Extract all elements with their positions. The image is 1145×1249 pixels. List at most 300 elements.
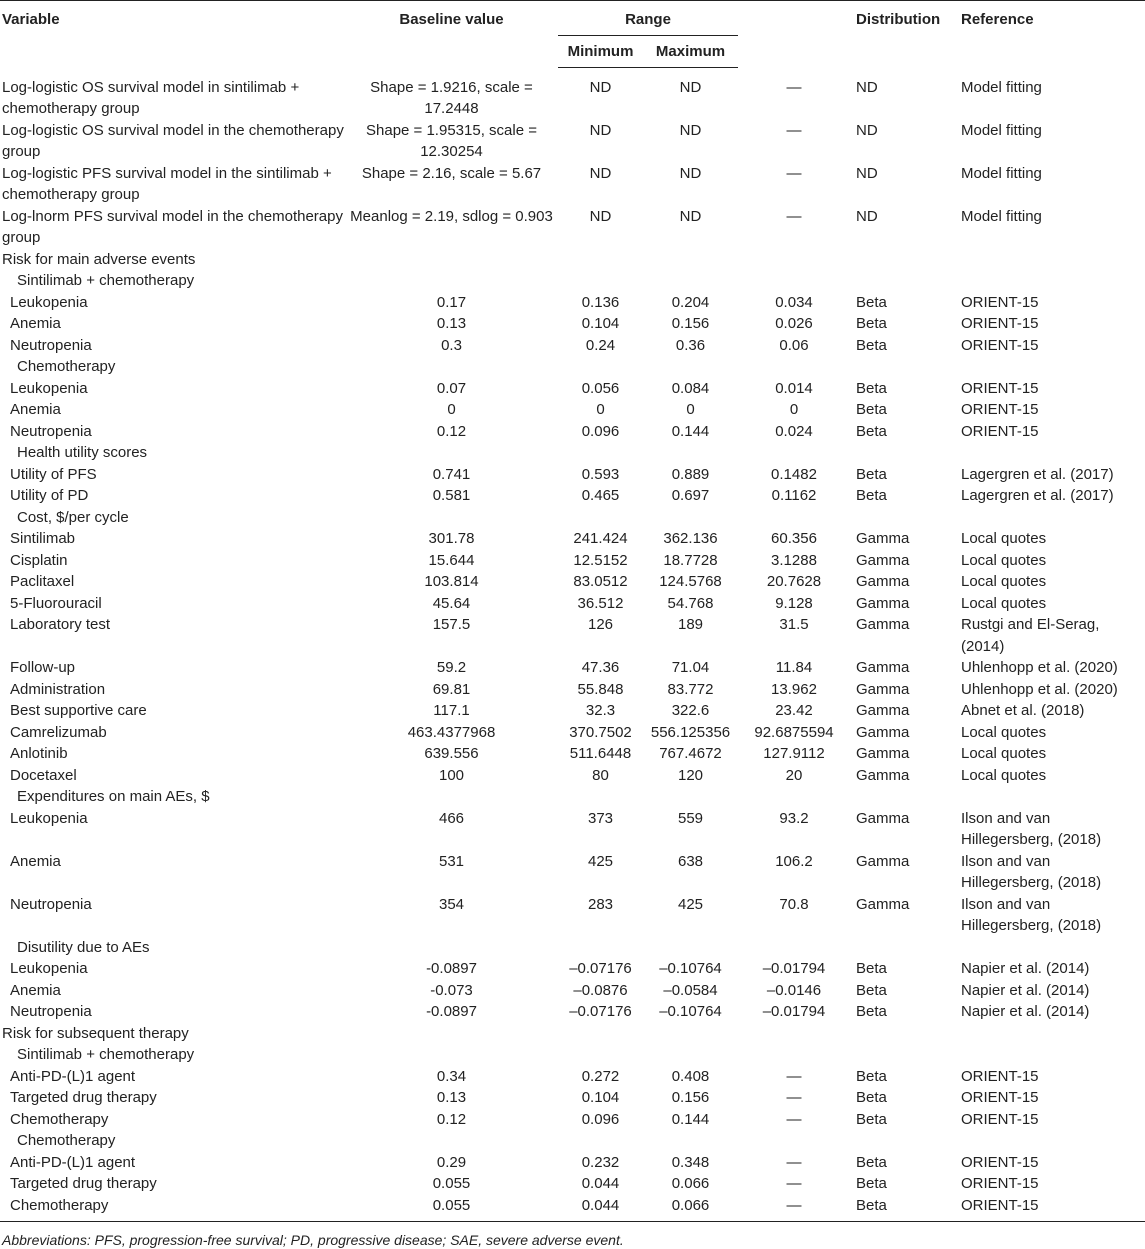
cell-minimum: 0.044 bbox=[558, 1195, 643, 1222]
cell-baseline-value: 0 bbox=[447, 401, 456, 418]
table-row bbox=[0, 68, 1145, 120]
cell-reference bbox=[955, 507, 1145, 529]
cell-se: 3.1288 bbox=[771, 551, 817, 569]
cell-variable: Chemotherapy bbox=[17, 358, 116, 375]
cell-reference bbox=[955, 442, 1145, 464]
cell-variable: Targeted drug therapy bbox=[10, 1175, 157, 1192]
cell-variable: Leukopenia bbox=[10, 809, 88, 827]
cell-distribution: Beta bbox=[856, 960, 887, 977]
cell-distribution: Gamma bbox=[856, 573, 910, 590]
table-row bbox=[0, 1066, 1145, 1088]
cell-variable: Neutropenia bbox=[10, 336, 92, 354]
cell-reference: Ilson and van Hillegersberg, (2018) bbox=[961, 809, 1102, 848]
cell-reference: Lagergren et al. (2017) bbox=[961, 487, 1114, 504]
cell-reference: Napier et al. (2014) bbox=[961, 981, 1090, 999]
cell-minimum: ND bbox=[589, 164, 612, 182]
cell-distribution bbox=[850, 1044, 955, 1066]
cell-variable: Leukopenia bbox=[10, 960, 88, 977]
cell-reference: ORIENT-15 bbox=[961, 336, 1039, 354]
cell-se: 106.2 bbox=[775, 852, 813, 870]
cell-baseline-value: 0.17 bbox=[436, 293, 467, 311]
table-row bbox=[0, 378, 1145, 400]
cell-se: 0.014 bbox=[775, 379, 813, 397]
cell-se: 60.356 bbox=[771, 530, 817, 547]
cell-se bbox=[738, 442, 850, 464]
cell-minimum: 373 bbox=[587, 809, 614, 827]
cell-se bbox=[738, 356, 850, 378]
cell-se: — bbox=[786, 164, 802, 182]
cell-variable: Expenditures on main AEs, $ bbox=[17, 788, 210, 805]
cell-minimum: ND bbox=[589, 121, 612, 139]
table-row bbox=[0, 851, 1145, 894]
cell-maximum: 0.144 bbox=[671, 1110, 710, 1128]
cell-se: 0.1482 bbox=[771, 465, 817, 483]
cell-minimum: 241.424 bbox=[573, 530, 628, 547]
cell-se: 20 bbox=[785, 766, 803, 784]
cell-distribution: Beta bbox=[856, 1175, 887, 1192]
cell-reference bbox=[955, 786, 1145, 808]
cell-se: 9.128 bbox=[775, 594, 813, 612]
cell-distribution: Beta bbox=[856, 315, 887, 332]
cell-baseline-value: 354 bbox=[438, 895, 465, 913]
cell-distribution: Gamma bbox=[856, 895, 910, 913]
cell-distribution: Beta bbox=[856, 1153, 887, 1171]
cell-variable: Utility of PD bbox=[10, 487, 89, 504]
cell-distribution: Beta bbox=[856, 336, 887, 354]
cell-minimum: 126 bbox=[587, 616, 614, 633]
cell-baseline-value: 100 bbox=[438, 766, 465, 784]
cell-minimum: 0.593 bbox=[581, 465, 620, 483]
cell-maximum: 0.697 bbox=[671, 487, 710, 504]
cell-distribution: Gamma bbox=[856, 723, 910, 741]
cell-variable: Anemia bbox=[10, 401, 61, 418]
cell-maximum: 0.066 bbox=[643, 1195, 738, 1222]
cell-minimum: ND bbox=[589, 79, 612, 96]
cell-distribution: Beta bbox=[850, 1195, 955, 1222]
cell-variable: Risk for main adverse events bbox=[2, 250, 196, 268]
cell-distribution: Beta bbox=[856, 981, 887, 999]
cell-variable: Laboratory test bbox=[10, 616, 111, 633]
cell-maximum: 0.084 bbox=[671, 379, 710, 397]
cell-baseline-value: 0.055 bbox=[432, 1175, 471, 1192]
cell-reference bbox=[955, 356, 1145, 378]
cell-maximum: 0.144 bbox=[671, 422, 710, 440]
cell-maximum: –0.10764 bbox=[659, 1003, 722, 1020]
cell-se: 31.5 bbox=[779, 616, 809, 633]
cell-baseline-value: -0.0897 bbox=[426, 1003, 477, 1020]
cell-minimum bbox=[558, 1044, 643, 1066]
cell-distribution: Beta bbox=[856, 465, 887, 483]
table-row bbox=[0, 120, 1145, 163]
cell-reference bbox=[955, 1044, 1145, 1066]
cell-maximum: 120 bbox=[677, 766, 704, 784]
cell-reference: ORIENT-15 bbox=[961, 1153, 1039, 1171]
cell-reference: ORIENT-15 bbox=[961, 1067, 1039, 1085]
cell-variable: Utility of PFS bbox=[10, 465, 97, 483]
cell-maximum bbox=[643, 1023, 738, 1045]
cell-reference: ORIENT-15 bbox=[961, 422, 1039, 440]
cell-distribution bbox=[850, 249, 955, 271]
cell-se: — bbox=[786, 1067, 802, 1085]
table-row bbox=[0, 657, 1145, 679]
cell-reference bbox=[955, 270, 1145, 292]
cell-minimum: 283 bbox=[587, 895, 614, 913]
cell-variable: Anlotinib bbox=[10, 745, 68, 762]
cell-baseline-value: 0.3 bbox=[441, 336, 462, 354]
table-row bbox=[0, 679, 1145, 701]
cell-minimum bbox=[558, 1130, 643, 1152]
table-row bbox=[0, 1044, 1145, 1066]
cell-minimum: 80 bbox=[592, 766, 609, 784]
cell-se: –0.0146 bbox=[766, 981, 822, 999]
cell-variable: Chemotherapy bbox=[0, 1195, 345, 1222]
cell-variable: Anemia bbox=[10, 315, 61, 332]
cell-se: 0.1162 bbox=[771, 487, 817, 504]
cell-se: — bbox=[786, 1089, 802, 1106]
cell-maximum bbox=[643, 937, 738, 959]
cell-distribution: ND bbox=[856, 164, 878, 182]
cell-maximum bbox=[643, 249, 738, 271]
cell-distribution: Beta bbox=[856, 1089, 887, 1106]
cell-reference: Abnet et al. (2018) bbox=[961, 702, 1085, 719]
cell-distribution: Beta bbox=[856, 379, 887, 397]
table-row bbox=[0, 1109, 1145, 1131]
cell-reference: Lagergren et al. (2017) bbox=[961, 465, 1114, 483]
cell-se bbox=[738, 507, 850, 529]
cell-distribution bbox=[850, 786, 955, 808]
header-baseline-value: Baseline value bbox=[345, 1, 558, 68]
table-row bbox=[0, 958, 1145, 980]
table-row bbox=[0, 786, 1145, 808]
table-row bbox=[0, 808, 1145, 851]
header-minimum: Minimum bbox=[558, 36, 643, 68]
cell-minimum bbox=[558, 270, 643, 292]
cell-variable: Best supportive care bbox=[10, 702, 147, 719]
cell-se: — bbox=[786, 1110, 802, 1128]
cell-distribution: ND bbox=[856, 121, 878, 139]
cell-se: 0.034 bbox=[775, 293, 813, 311]
cell-se: 13.962 bbox=[771, 680, 817, 698]
cell-reference: ORIENT-15 bbox=[961, 1089, 1039, 1106]
cell-minimum: –0.0876 bbox=[573, 981, 628, 999]
cell-variable: Anemia bbox=[10, 852, 61, 870]
table-row bbox=[0, 1087, 1145, 1109]
cell-maximum bbox=[643, 356, 738, 378]
cell-reference: ORIENT-15 bbox=[961, 293, 1039, 311]
cell-maximum bbox=[643, 507, 738, 529]
cell-minimum: 0.104 bbox=[581, 1089, 620, 1106]
cell-minimum: 0.136 bbox=[581, 293, 620, 311]
cell-baseline-value: 0.12 bbox=[436, 1110, 467, 1128]
table-header bbox=[0, 1, 1145, 68]
cell-reference: Napier et al. (2014) bbox=[961, 960, 1090, 977]
cell-baseline-value: 0.055 bbox=[345, 1195, 558, 1222]
cell-reference: Ilson and van Hillegersberg, (2018) bbox=[961, 852, 1102, 891]
cell-distribution: Gamma bbox=[856, 551, 910, 569]
cell-se bbox=[738, 1130, 850, 1152]
cell-maximum bbox=[643, 1044, 738, 1066]
cell-se: 11.84 bbox=[775, 659, 813, 676]
cell-baseline-value: 301.78 bbox=[428, 530, 475, 547]
cell-reference: ORIENT-15 bbox=[961, 315, 1039, 332]
cell-maximum: 767.4672 bbox=[659, 745, 722, 762]
cell-minimum: 47.36 bbox=[581, 659, 620, 676]
table-row bbox=[0, 722, 1145, 744]
header-reference: Reference bbox=[955, 1, 1145, 68]
cell-baseline-value bbox=[345, 442, 558, 464]
cell-se: 20.7628 bbox=[766, 573, 822, 590]
cell-maximum: –0.0584 bbox=[663, 981, 718, 999]
cell-baseline-value: 466 bbox=[438, 809, 465, 827]
cell-maximum: 0 bbox=[686, 401, 695, 418]
table-row bbox=[0, 249, 1145, 271]
cell-se: — bbox=[738, 1195, 850, 1222]
table-row bbox=[0, 1173, 1145, 1195]
cell-maximum: 71.04 bbox=[671, 659, 710, 676]
cell-minimum bbox=[558, 356, 643, 378]
cell-maximum: ND bbox=[679, 207, 702, 225]
cell-minimum: 0.056 bbox=[581, 379, 620, 397]
cell-reference: ORIENT-15 bbox=[961, 1110, 1039, 1128]
cell-se: — bbox=[786, 207, 802, 225]
cell-variable: Targeted drug therapy bbox=[10, 1089, 157, 1106]
cell-distribution: Beta bbox=[856, 401, 887, 418]
cell-se: 0 bbox=[789, 401, 799, 418]
cell-minimum: 511.6448 bbox=[569, 745, 632, 762]
cell-baseline-value: 157.5 bbox=[432, 616, 471, 633]
cell-variable: Sintilimab + chemotherapy bbox=[17, 272, 195, 289]
cell-baseline-value: 639.556 bbox=[424, 745, 479, 762]
cell-maximum bbox=[643, 1130, 738, 1152]
cell-se: 70.8 bbox=[779, 895, 809, 913]
cell-variable: Chemotherapy bbox=[17, 1132, 116, 1149]
cell-variable: Log-logistic OS survival model in the chemotherapy group bbox=[2, 121, 344, 160]
cell-minimum: 0.096 bbox=[581, 422, 620, 440]
cell-variable: Anti-PD-(L)1 agent bbox=[10, 1153, 136, 1171]
cell-minimum bbox=[558, 1023, 643, 1045]
cell-baseline-value: 531 bbox=[438, 852, 465, 870]
header-range: Range bbox=[558, 1, 738, 36]
cell-distribution: Gamma bbox=[856, 809, 910, 827]
cell-variable: Risk for subsequent therapy bbox=[2, 1024, 189, 1042]
cell-variable: Neutropenia bbox=[10, 895, 92, 913]
cell-se bbox=[738, 786, 850, 808]
cell-reference: Local quotes bbox=[961, 530, 1047, 547]
cell-variable: Log-logistic PFS survival model in the sintilimab + chemotherapy group bbox=[2, 164, 332, 203]
cell-variable: Cisplatin bbox=[10, 551, 68, 569]
table-row bbox=[0, 399, 1145, 421]
cell-baseline-value: 0.581 bbox=[432, 487, 471, 504]
cell-distribution: Gamma bbox=[856, 702, 910, 719]
cell-maximum: ND bbox=[679, 121, 702, 139]
cell-distribution: Gamma bbox=[856, 530, 910, 547]
cell-baseline-value: 103.814 bbox=[424, 573, 479, 590]
cell-variable: Chemotherapy bbox=[10, 1110, 109, 1128]
table-row bbox=[0, 1023, 1145, 1045]
cell-baseline-value bbox=[345, 786, 558, 808]
cell-baseline-value: -0.073 bbox=[430, 981, 473, 999]
cell-minimum: –0.07176 bbox=[569, 960, 632, 977]
cell-reference: Model fitting bbox=[961, 164, 1042, 182]
cell-maximum: ND bbox=[679, 79, 702, 96]
cell-minimum: –0.07176 bbox=[569, 1003, 632, 1020]
cell-reference: Local quotes bbox=[961, 745, 1047, 762]
cell-minimum: 0.24 bbox=[585, 336, 616, 354]
cell-distribution: Beta bbox=[856, 422, 887, 440]
cell-variable: Docetaxel bbox=[10, 766, 77, 784]
table-row bbox=[0, 1152, 1145, 1174]
cell-baseline-value: 15.644 bbox=[428, 551, 475, 569]
table-row bbox=[0, 421, 1145, 443]
cell-baseline-value: 45.64 bbox=[432, 594, 471, 612]
table-row bbox=[0, 765, 1145, 787]
cell-minimum: 32.3 bbox=[585, 702, 616, 719]
cell-reference: Local quotes bbox=[961, 573, 1047, 590]
cell-baseline-value bbox=[345, 356, 558, 378]
cell-maximum bbox=[643, 786, 738, 808]
cell-baseline-value bbox=[345, 1130, 558, 1152]
table-row bbox=[0, 206, 1145, 249]
cell-variable: Log-logistic OS survival model in sintilimab + chemotherapy group bbox=[2, 78, 300, 117]
cell-baseline-value: 59.2 bbox=[436, 659, 467, 676]
cell-reference: ORIENT-15 bbox=[961, 1175, 1039, 1192]
cell-reference: Local quotes bbox=[961, 723, 1047, 741]
cell-distribution: Gamma bbox=[856, 852, 910, 870]
cell-reference: Napier et al. (2014) bbox=[961, 1003, 1090, 1020]
cell-baseline-value: Shape = 1.9216, scale = 17.2448 bbox=[370, 78, 533, 117]
cell-se: 92.6875594 bbox=[754, 723, 834, 741]
table-row bbox=[0, 313, 1145, 335]
cell-baseline-value: -0.0897 bbox=[426, 960, 477, 977]
cell-minimum: 0.465 bbox=[581, 487, 620, 504]
cell-distribution: Beta bbox=[856, 1003, 887, 1020]
cell-maximum bbox=[643, 442, 738, 464]
cell-maximum: 425 bbox=[677, 895, 704, 913]
cell-se bbox=[738, 270, 850, 292]
cell-se bbox=[738, 1044, 850, 1066]
table-row bbox=[0, 894, 1145, 937]
cell-se: 0.06 bbox=[779, 336, 809, 354]
cell-distribution bbox=[850, 270, 955, 292]
cell-reference: ORIENT-15 bbox=[961, 379, 1039, 397]
cell-maximum: 0.36 bbox=[675, 336, 706, 354]
table-row bbox=[0, 937, 1145, 959]
cell-distribution bbox=[850, 356, 955, 378]
cell-minimum: 370.7502 bbox=[569, 723, 632, 741]
cell-minimum bbox=[558, 507, 643, 529]
cell-maximum: 638 bbox=[677, 852, 704, 870]
cell-distribution: ND bbox=[856, 207, 878, 225]
cell-se bbox=[738, 937, 850, 959]
cell-baseline-value: Shape = 2.16, scale = 5.67 bbox=[361, 164, 542, 182]
cell-distribution: Beta bbox=[856, 293, 887, 311]
cell-variable: Anti-PD-(L)1 agent bbox=[10, 1067, 136, 1085]
table-row bbox=[0, 464, 1145, 486]
cell-baseline-value: 0.07 bbox=[436, 379, 467, 397]
cell-distribution bbox=[850, 1130, 955, 1152]
table-row bbox=[0, 163, 1145, 206]
cell-baseline-value bbox=[345, 507, 558, 529]
table-row bbox=[0, 1195, 1145, 1222]
table-row bbox=[0, 507, 1145, 529]
cell-baseline-value bbox=[345, 1023, 558, 1045]
cell-maximum: 0.408 bbox=[671, 1067, 710, 1085]
cell-baseline-value bbox=[345, 937, 558, 959]
cell-minimum: 0.272 bbox=[581, 1067, 620, 1085]
cell-maximum: ND bbox=[679, 164, 702, 182]
cell-se: 0.024 bbox=[775, 422, 813, 440]
cell-maximum: 0.204 bbox=[671, 293, 710, 311]
cell-minimum: 0.232 bbox=[581, 1153, 620, 1171]
cell-baseline-value: 69.81 bbox=[432, 680, 471, 698]
cell-variable: Anemia bbox=[10, 981, 61, 999]
cell-reference: Model fitting bbox=[961, 207, 1042, 225]
cell-minimum: 0 bbox=[596, 401, 605, 418]
cell-reference: Local quotes bbox=[961, 766, 1047, 784]
cell-distribution: Gamma bbox=[856, 745, 910, 762]
cell-reference: Model fitting bbox=[961, 121, 1042, 139]
cell-baseline-value: 0.34 bbox=[436, 1067, 467, 1085]
header-maximum: Maximum bbox=[643, 36, 738, 68]
cell-reference: Local quotes bbox=[961, 551, 1047, 569]
cell-se: — bbox=[786, 1153, 802, 1171]
cell-baseline-value bbox=[345, 270, 558, 292]
cell-reference bbox=[955, 249, 1145, 271]
cell-variable: Leukopenia bbox=[10, 293, 88, 311]
cell-reference bbox=[955, 1130, 1145, 1152]
cell-variable: Log-lnorm PFS survival model in the chemotherapy group bbox=[2, 207, 343, 246]
cell-distribution: Beta bbox=[856, 487, 887, 504]
cell-distribution bbox=[850, 1023, 955, 1045]
cell-reference: Uhlenhopp et al. (2020) bbox=[961, 659, 1118, 676]
cell-minimum: 0.044 bbox=[581, 1175, 620, 1192]
cell-reference bbox=[955, 937, 1145, 959]
cell-minimum: ND bbox=[589, 207, 612, 225]
cell-maximum: 54.768 bbox=[667, 594, 714, 612]
cell-se: –0.01794 bbox=[762, 960, 826, 977]
cell-variable: 5-Fluorouracil bbox=[10, 594, 102, 612]
table-row bbox=[0, 550, 1145, 572]
cell-reference: Ilson and van Hillegersberg, (2018) bbox=[961, 895, 1102, 934]
cell-variable: Leukopenia bbox=[10, 379, 88, 397]
cell-maximum: 124.5768 bbox=[659, 573, 722, 590]
cell-minimum bbox=[558, 442, 643, 464]
cell-variable: Sintilimab + chemotherapy bbox=[17, 1046, 195, 1063]
cell-distribution: Beta bbox=[856, 1110, 887, 1128]
cell-reference: Uhlenhopp et al. (2020) bbox=[961, 680, 1118, 698]
cell-maximum bbox=[643, 270, 738, 292]
table-row bbox=[0, 335, 1145, 357]
cell-distribution bbox=[850, 507, 955, 529]
cell-baseline-value: 0.741 bbox=[432, 465, 471, 483]
cell-minimum bbox=[558, 937, 643, 959]
cell-distribution bbox=[850, 937, 955, 959]
cell-baseline-value: 0.29 bbox=[436, 1153, 467, 1171]
table-footnote: Abbreviations: PFS, progression-free survival; PD, progressive disease; SAE, severe adverse event. bbox=[2, 1232, 624, 1248]
cell-reference: Rustgi and El-Serag, (2014) bbox=[961, 616, 1100, 655]
table-row bbox=[0, 528, 1145, 550]
cell-baseline-value bbox=[345, 249, 558, 271]
cell-reference: ORIENT-15 bbox=[955, 1195, 1145, 1222]
cell-se: 0.026 bbox=[775, 315, 813, 332]
cell-baseline-value bbox=[345, 1044, 558, 1066]
cell-variable: Cost, $/per cycle bbox=[17, 508, 129, 526]
header-blank bbox=[738, 1, 850, 68]
cell-baseline-value: Meanlog = 2.19, sdlog = 0.903 bbox=[350, 207, 553, 225]
table-row bbox=[0, 1001, 1145, 1023]
cell-baseline-value: 0.13 bbox=[436, 1089, 467, 1106]
cell-se: 93.2 bbox=[779, 809, 809, 827]
